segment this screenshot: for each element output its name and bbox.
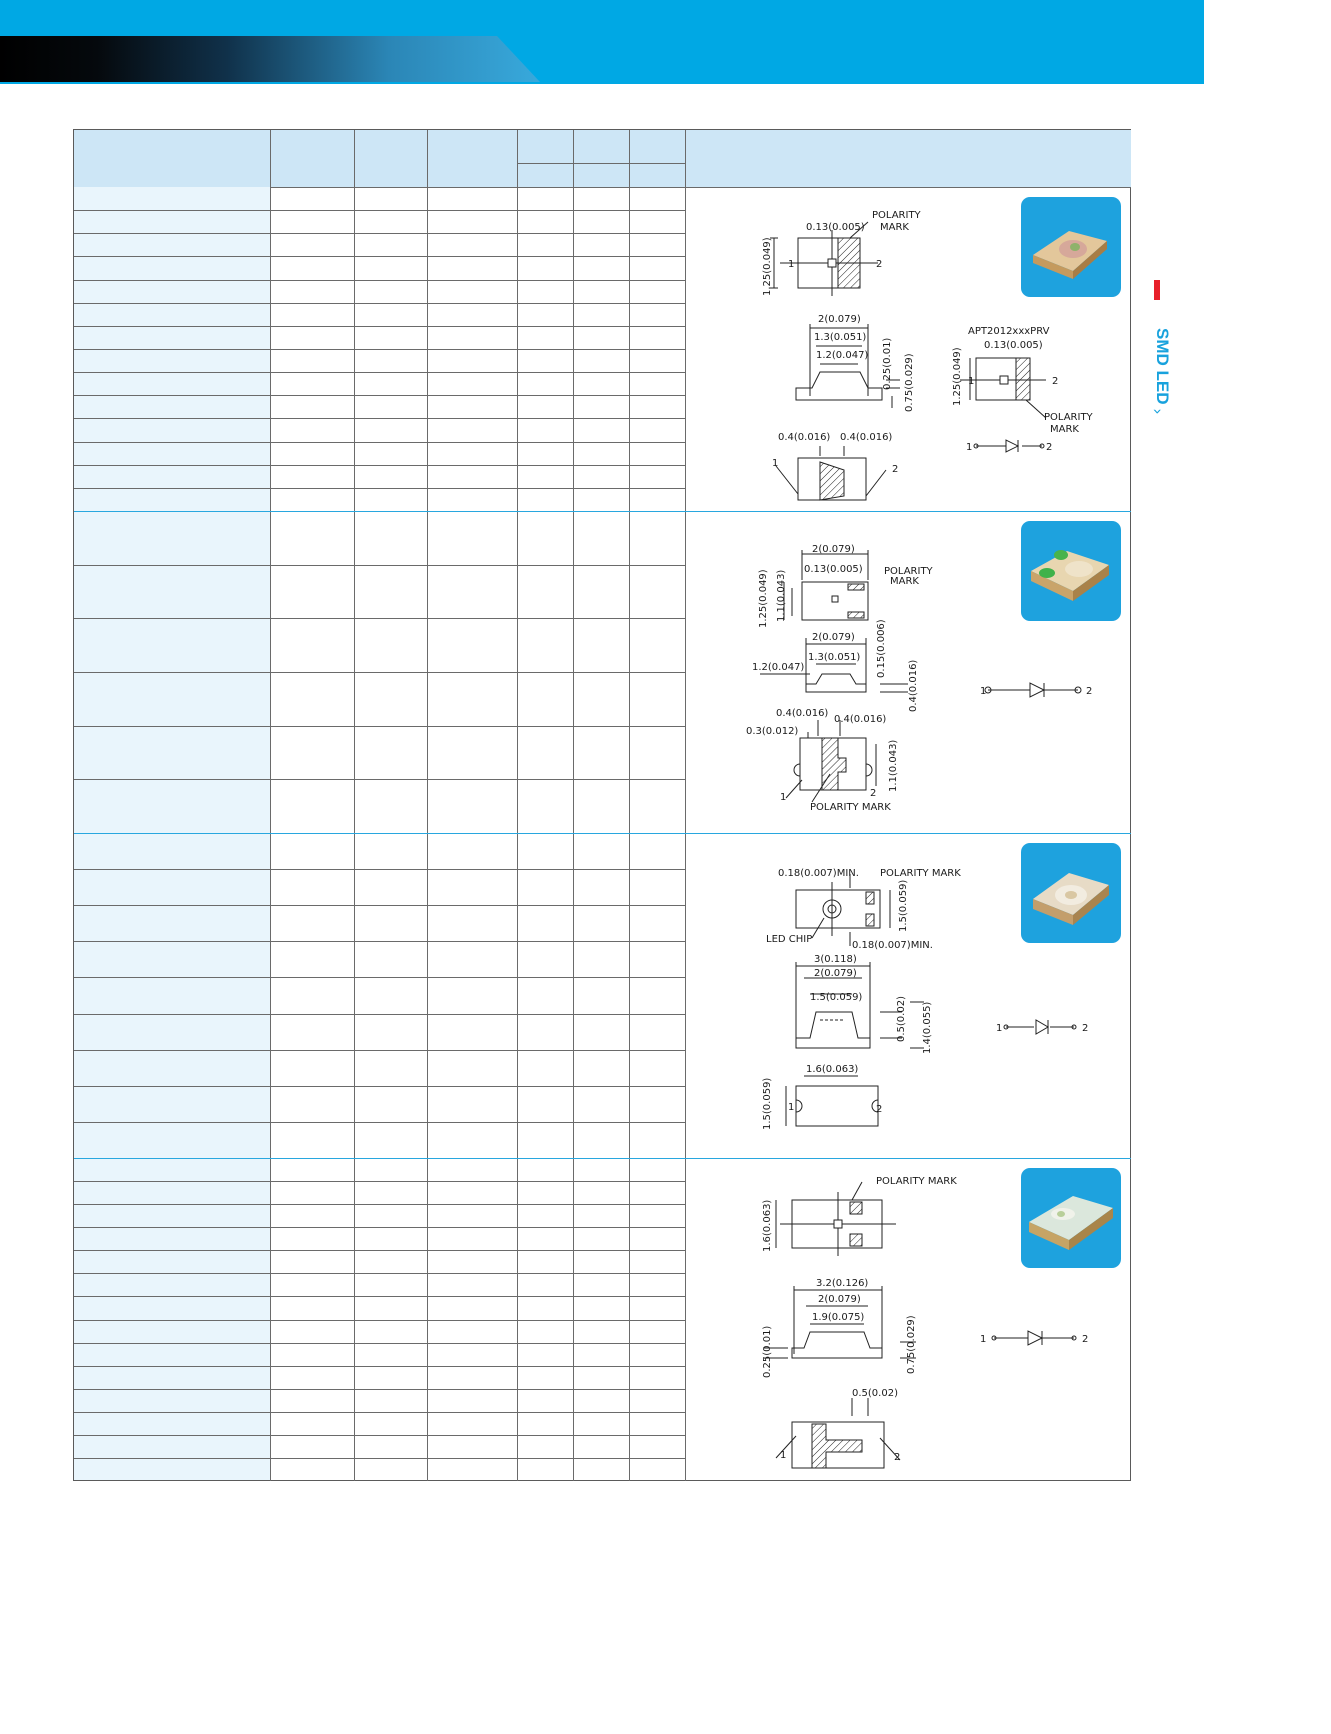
table-row-divider bbox=[74, 326, 685, 327]
table-row-divider bbox=[74, 726, 685, 727]
dim-pad-b: 0.4(0.016) bbox=[834, 714, 887, 725]
dim-height-inner: 1.1(0.043) bbox=[776, 569, 787, 622]
table-row-divider bbox=[74, 233, 685, 234]
dim-thick-1: 0.5(0.02) bbox=[896, 996, 907, 1042]
table-row-divider bbox=[74, 1227, 685, 1228]
table-row-divider bbox=[74, 1050, 685, 1051]
dim-length: 3.2(0.126) bbox=[816, 1278, 869, 1289]
label-led-chip: LED CHIP bbox=[766, 934, 813, 945]
table-row-divider bbox=[74, 256, 685, 257]
alt-pin-2: 2 bbox=[1052, 376, 1059, 387]
pad-pin-1: 1 bbox=[780, 792, 787, 803]
led-photo-1 bbox=[1021, 197, 1121, 297]
led-photo-3 bbox=[1021, 843, 1121, 943]
label-polarity: POLARITY MARK bbox=[876, 1176, 957, 1187]
pad-pin-2: 2 bbox=[892, 464, 899, 475]
table-row-divider bbox=[74, 869, 685, 870]
pad-pin-2: 2 bbox=[894, 1452, 901, 1463]
dim-top: 1.2(0.047) bbox=[752, 662, 805, 673]
symbol-pin-1: 1 bbox=[980, 686, 987, 697]
column-divider bbox=[517, 130, 518, 1481]
dim-length: 2(0.079) bbox=[818, 314, 861, 325]
dim-pad: 0.13(0.005) bbox=[806, 222, 865, 233]
table-row-divider bbox=[74, 1343, 685, 1344]
symbol-pin-1: 1 bbox=[966, 442, 973, 453]
table-row-divider bbox=[74, 1296, 685, 1297]
dim-body: 1.3(0.051) bbox=[814, 332, 867, 343]
dim-thick-2: 0.75(0.029) bbox=[906, 1315, 917, 1374]
column-divider bbox=[427, 130, 428, 1481]
table-row-divider bbox=[74, 1412, 685, 1413]
table-row-divider bbox=[74, 977, 685, 978]
table-row-divider bbox=[74, 280, 685, 281]
top-banner-gradient-band bbox=[0, 36, 540, 82]
dim-thick-2: 0.4(0.016) bbox=[908, 659, 919, 712]
table-row-divider bbox=[74, 1122, 685, 1123]
dim-thick-1: 0.25(0.01) bbox=[762, 1325, 773, 1378]
dim-pad-b: 0.4(0.016) bbox=[840, 432, 893, 443]
dim-height-bottom: 1.5(0.059) bbox=[762, 1077, 773, 1130]
symbol-pin-2: 2 bbox=[1086, 686, 1093, 697]
column-divider bbox=[573, 130, 574, 1481]
dim-height: 1.5(0.059) bbox=[898, 879, 909, 932]
dim-height-bottom: 1.1(0.043) bbox=[888, 739, 899, 792]
table-header bbox=[74, 130, 1131, 188]
led-photo-2 bbox=[1021, 521, 1121, 621]
table-row-divider bbox=[74, 941, 685, 942]
side-tab-label[interactable]: SMD LED bbox=[1153, 328, 1172, 405]
pad-pin-1: 1 bbox=[772, 458, 779, 469]
alt-dim-height: 1.25(0.049) bbox=[952, 347, 963, 406]
table-row-divider bbox=[74, 1181, 685, 1182]
symbol-pin-2: 2 bbox=[1046, 442, 1053, 453]
pad-pin-2: 2 bbox=[876, 1104, 883, 1115]
group-divider bbox=[74, 1158, 1131, 1159]
table-row-divider bbox=[74, 418, 685, 419]
dim-body: 2(0.079) bbox=[818, 1294, 861, 1305]
table-row-divider bbox=[74, 1458, 685, 1459]
group-divider bbox=[74, 511, 1131, 512]
dim-height: 1.25(0.049) bbox=[762, 237, 773, 296]
dim-length-side: 2(0.079) bbox=[812, 632, 855, 643]
table-row-divider bbox=[74, 1086, 685, 1087]
dim-min-top: 0.18(0.007)MIN. bbox=[778, 868, 859, 879]
dim-pad-a: 0.4(0.016) bbox=[776, 708, 829, 719]
table-row-divider bbox=[74, 210, 685, 211]
group-divider bbox=[74, 833, 1131, 834]
table-row-divider bbox=[74, 672, 685, 673]
dim-thick-1: 0.15(0.006) bbox=[876, 619, 887, 678]
label-polarity: POLARITY MARK bbox=[880, 868, 961, 879]
pin-1: 1 bbox=[788, 259, 795, 270]
dim-height: 1.6(0.063) bbox=[762, 1199, 773, 1252]
alt-polarity-line2: MARK bbox=[1050, 424, 1079, 435]
table-row-divider bbox=[74, 1250, 685, 1251]
label-polarity-bottom: POLARITY MARK bbox=[810, 802, 891, 813]
header-gap bbox=[573, 130, 574, 163]
symbol-pin-1: 1 bbox=[996, 1023, 1003, 1034]
chevron-right-icon[interactable]: › bbox=[1148, 408, 1168, 415]
led-photo-4 bbox=[1021, 1168, 1121, 1268]
table-row-divider bbox=[74, 1273, 685, 1274]
column-divider bbox=[685, 130, 686, 1481]
dim-pad-a: 0.4(0.016) bbox=[778, 432, 831, 443]
dim-pad: 0.13(0.005) bbox=[804, 564, 863, 575]
table-row-divider bbox=[74, 1366, 685, 1367]
alt-polarity-line1: POLARITY bbox=[1044, 412, 1093, 423]
pad-pin-2: 2 bbox=[870, 788, 877, 799]
dim-width: 1.6(0.063) bbox=[806, 1064, 859, 1075]
dim-body: 1.3(0.051) bbox=[808, 652, 861, 663]
table-row-divider bbox=[74, 905, 685, 906]
pin-2: 2 bbox=[876, 259, 883, 270]
table-row-divider bbox=[74, 779, 685, 780]
label-polarity-line1: POLARITY bbox=[872, 210, 921, 221]
column-divider bbox=[270, 130, 271, 1481]
pad-pin-1: 1 bbox=[788, 1102, 795, 1113]
table-row-divider bbox=[74, 303, 685, 304]
table-row-divider bbox=[74, 465, 685, 466]
dim-top: 1.2(0.047) bbox=[816, 350, 869, 361]
dim-length: 3(0.118) bbox=[814, 954, 857, 965]
dim-thick-2: 1.4(0.055) bbox=[922, 1001, 933, 1054]
table-row-divider bbox=[74, 1320, 685, 1321]
dim-top: 1.5(0.059) bbox=[810, 992, 863, 1003]
table-row-divider bbox=[74, 1204, 685, 1205]
symbol-pin-2: 2 bbox=[1082, 1023, 1089, 1034]
dim-body: 2(0.079) bbox=[814, 968, 857, 979]
dim-thick-2: 0.75(0.029) bbox=[904, 353, 915, 412]
dim-pad: 0.5(0.02) bbox=[852, 1388, 898, 1399]
dim-thick-1: 0.25(0.01) bbox=[882, 337, 893, 390]
table-row-divider bbox=[74, 395, 685, 396]
table-row-divider bbox=[74, 618, 685, 619]
table-row-divider bbox=[74, 349, 685, 350]
dim-length: 2(0.079) bbox=[812, 544, 855, 555]
dim-height: 1.25(0.049) bbox=[758, 569, 769, 628]
table-row-divider bbox=[74, 488, 685, 489]
header-subdivider bbox=[517, 163, 685, 164]
side-tab-marker bbox=[1154, 280, 1160, 300]
table-row-divider bbox=[74, 372, 685, 373]
table-row-divider bbox=[74, 442, 685, 443]
alt-pin-1: 1 bbox=[968, 376, 975, 387]
symbol-pin-1: 1 bbox=[980, 1334, 987, 1345]
alt-dim-pad: 0.13(0.005) bbox=[984, 340, 1043, 351]
dim-top: 1.9(0.075) bbox=[812, 1312, 865, 1323]
label-polarity-line2: MARK bbox=[880, 222, 909, 233]
symbol-pin-2: 2 bbox=[1082, 1334, 1089, 1345]
label-polarity-line1: POLARITY bbox=[884, 566, 933, 577]
header-gap bbox=[629, 130, 630, 163]
column-divider bbox=[354, 130, 355, 1481]
table-row-divider bbox=[74, 1389, 685, 1390]
dim-min-bottom: 0.18(0.007)MIN. bbox=[852, 940, 933, 951]
table-row-divider bbox=[74, 1014, 685, 1015]
pad-pin-1: 1 bbox=[780, 1450, 787, 1461]
column-divider bbox=[629, 130, 630, 1481]
alt-part-number: APT2012xxxPRV bbox=[968, 326, 1050, 337]
dim-pad-c: 0.3(0.012) bbox=[746, 726, 799, 737]
table-row-divider bbox=[74, 565, 685, 566]
label-polarity-line2: MARK bbox=[890, 576, 919, 587]
table-row-divider bbox=[74, 1435, 685, 1436]
